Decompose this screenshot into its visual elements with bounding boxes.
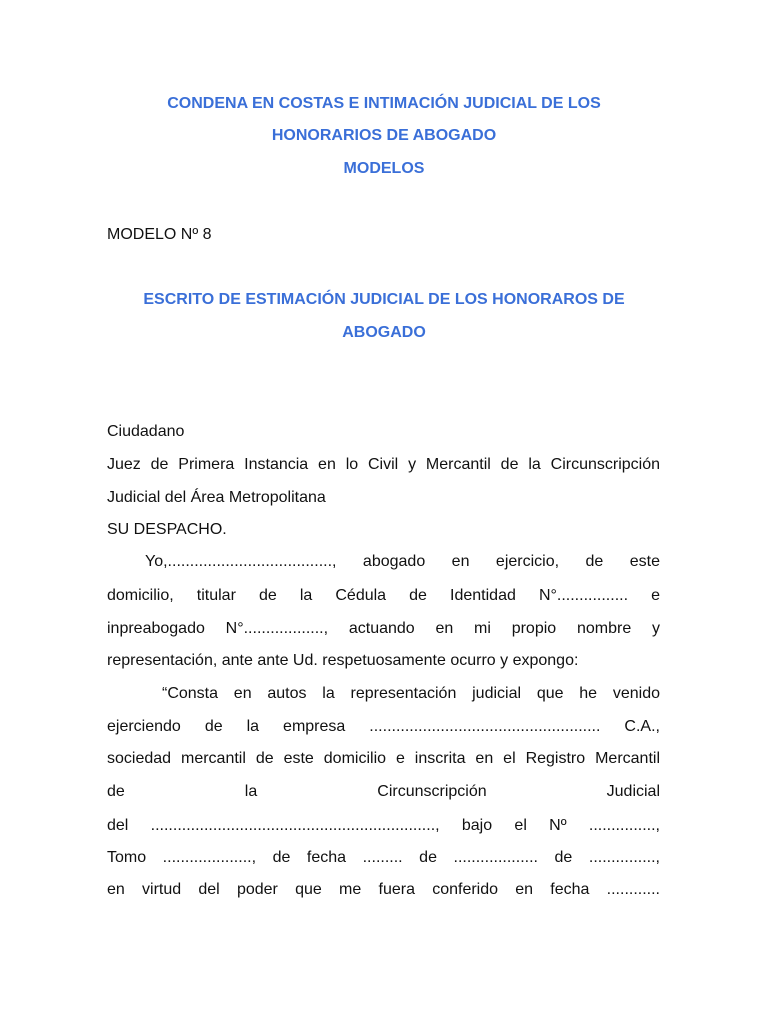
body-paragraph-2-line-1: “Consta en autos la representación judicial que he venido — [162, 685, 660, 702]
address-line-4: SU DESPACHO. — [107, 521, 227, 538]
address-line-3: Judicial del Área Metropolitana — [107, 489, 326, 506]
body-paragraph-2-line-7: en virtud del poder que me fuera conferido en fecha ............ — [107, 881, 660, 898]
address-line-1: Ciudadano — [107, 423, 185, 440]
body-paragraph-1-line-2: domicilio, titular de la Cédula de Identidad N°................ e — [107, 587, 660, 604]
body-paragraph-2-line-2: ejerciendo de la empresa .................................................... C.A., — [107, 718, 660, 735]
body-paragraph-1-line-1: Yo,....................................., abogado en ejercicio, de este — [145, 553, 660, 570]
body-paragraph-2-line-3: sociedad mercantil de este domicilio e inscrita en el Registro Mercantil — [107, 750, 660, 767]
subtitle-line-2: ABOGADO — [342, 324, 426, 341]
subtitle-line-1: ESCRITO DE ESTIMACIÓN JUDICIAL DE LOS HONORAROS DE — [143, 291, 625, 308]
body-paragraph-2-line-4: de la Circunscripción Judicial — [107, 783, 660, 800]
body-paragraph-2-line-6: Tomo ...................., de fecha ......... de ................... de ..............., — [107, 849, 660, 866]
model-number: MODELO Nº 8 — [107, 226, 212, 243]
document-title-line-2: HONORARIOS DE ABOGADO — [271, 127, 497, 144]
body-paragraph-1-line-3: inpreabogado N°.................., actuando en mi propio nombre y — [107, 620, 660, 637]
body-paragraph-1-line-4: representación, ante ante Ud. respetuosamente ocurro y expongo: — [107, 652, 579, 669]
document-title-line-3: MODELOS — [343, 160, 425, 177]
document-title-line-1: CONDENA EN COSTAS E INTIMACIÓN JUDICIAL DE LOS — [167, 95, 601, 112]
body-paragraph-2-line-5: del ................................................................, bajo el Nº ..............., — [107, 817, 660, 834]
address-line-2: Juez de Primera Instancia en lo Civil y Mercantil de la Circunscripción — [107, 456, 660, 473]
